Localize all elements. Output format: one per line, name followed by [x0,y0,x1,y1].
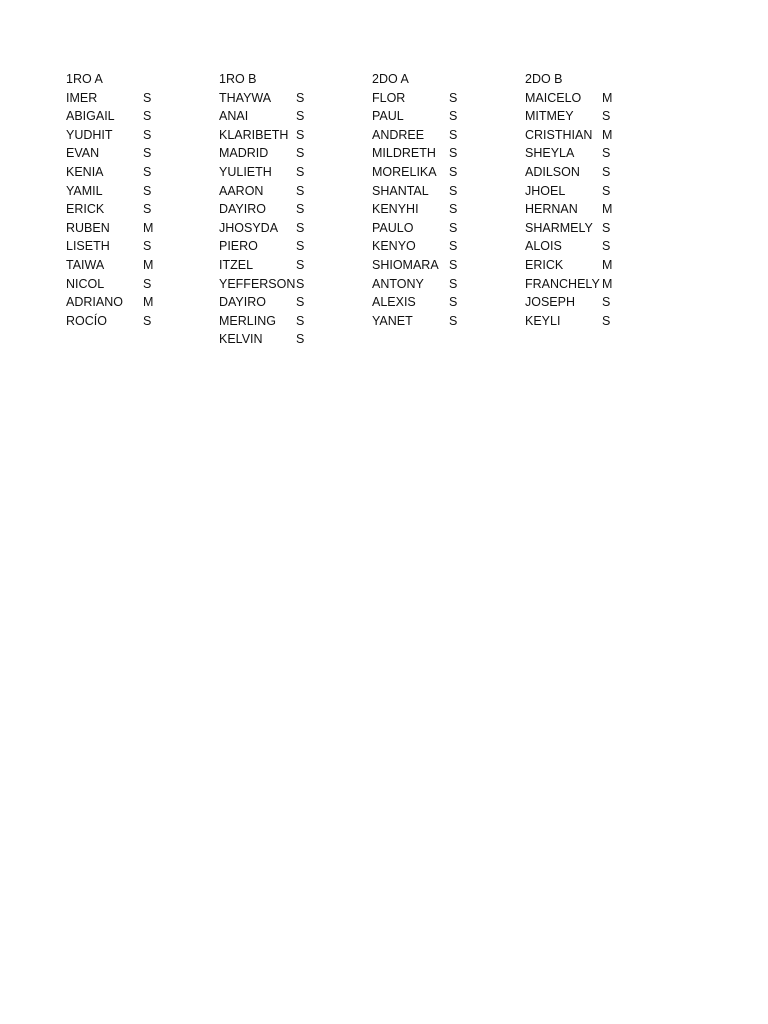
student-name: SHARMELY [525,220,593,235]
student-row [525,293,675,312]
student-mark: M [602,202,613,217]
student-name: YANET [372,313,413,328]
student-name: MORELIKA [372,164,437,179]
student-row [66,126,216,145]
student-row [525,182,675,201]
student-name: MAICELO [525,90,582,105]
student-row [525,163,675,182]
student-name: YULIETH [219,164,272,179]
student-name: KENIA [66,164,104,179]
student-name: ANAI [219,109,249,124]
student-row [372,275,522,294]
student-mark: M [602,127,613,142]
student-name: KENYHI [372,202,419,217]
student-mark: S [449,276,458,291]
student-row [525,219,675,238]
student-mark: S [449,183,458,198]
student-name: DAYIRO [219,295,266,310]
student-name: MITMEY [525,109,574,124]
student-mark: S [143,90,152,105]
student-row [372,163,522,182]
student-row [525,237,675,256]
student-mark: S [449,90,458,105]
student-mark: S [296,220,305,235]
student-row [219,89,369,108]
student-name: PAULO [372,220,414,235]
student-mark: S [449,220,458,235]
student-name: ABIGAIL [66,109,115,124]
student-row [372,89,522,108]
student-name: YAMIL [66,183,103,198]
student-list [66,89,216,331]
class-group-2do-a [372,70,522,330]
student-name: SHEYLA [525,146,575,161]
student-row [66,237,216,256]
student-mark: M [602,257,613,272]
student-name: JHOEL [525,183,566,198]
student-name: DAYIRO [219,202,266,217]
student-name: JHOSYDA [219,220,279,235]
student-name: MILDRETH [372,146,436,161]
student-row [525,89,675,108]
student-mark: M [143,220,154,235]
student-name: MERLING [219,313,276,328]
student-name: KENYO [372,239,416,254]
student-row [66,219,216,238]
student-name: MADRID [219,146,269,161]
student-mark: S [449,164,458,179]
student-row [525,312,675,331]
student-mark: S [449,109,458,124]
student-row [66,107,216,126]
student-name: KLARIBETH [219,127,289,142]
student-row [372,144,522,163]
student-row [219,293,369,312]
student-row [372,107,522,126]
student-mark: S [449,127,458,142]
student-name: RUBEN [66,220,110,235]
student-row [66,293,216,312]
student-row [219,182,369,201]
group-title: 2DO A [372,72,409,86]
student-name: ADILSON [525,164,580,179]
group-title: 1RO A [66,72,103,86]
student-mark: S [296,127,305,142]
student-row [372,237,522,256]
class-group-2do-b [525,70,675,330]
student-row [219,200,369,219]
student-row [66,89,216,108]
student-row [525,126,675,145]
student-mark: S [449,313,458,328]
student-row [219,144,369,163]
student-name: KEYLI [525,313,561,328]
student-row [525,275,675,294]
student-name: JOSEPH [525,295,576,310]
student-name: TAIWA [66,257,105,272]
student-mark: S [143,127,152,142]
group-title: 1RO B [219,72,257,86]
student-row [372,182,522,201]
student-row [219,256,369,275]
student-mark: S [143,164,152,179]
student-row [219,237,369,256]
student-row [372,293,522,312]
student-name: SHIOMARA [372,257,439,272]
student-mark: S [449,295,458,310]
student-mark: S [602,239,611,254]
student-name: IMER [66,90,98,105]
student-mark: S [296,146,305,161]
student-name: THAYWA [219,90,272,105]
student-mark: S [143,202,152,217]
student-name: PAUL [372,109,404,124]
student-mark: S [296,90,305,105]
student-mark: S [143,109,152,124]
student-row [66,182,216,201]
student-name: ALEXIS [372,295,416,310]
student-mark: S [296,183,305,198]
student-mark: S [143,276,152,291]
student-mark: S [143,239,152,254]
student-row [219,275,369,294]
student-name: ERICK [525,257,564,272]
student-row [525,144,675,163]
student-row [525,200,675,219]
student-mark: S [296,164,305,179]
student-mark: S [296,332,305,347]
student-name: ITZEL [219,257,254,272]
student-mark: S [602,295,611,310]
student-name: ROCÍO [66,313,107,328]
student-name: ANDREE [372,127,425,142]
student-name: NICOL [66,276,105,291]
student-mark: S [602,183,611,198]
student-name: AARON [219,183,264,198]
student-mark: S [143,183,152,198]
student-mark: S [449,146,458,161]
student-name: ADRIANO [66,295,123,310]
student-name: FRANCHELY [525,276,600,291]
student-row [66,275,216,294]
student-mark: S [296,313,305,328]
class-group-1ro-a [66,70,216,330]
student-name: ERICK [66,202,105,217]
student-row [219,107,369,126]
student-mark: S [296,276,305,291]
student-mark: M [602,90,613,105]
student-row [66,200,216,219]
student-mark: S [602,313,611,328]
student-mark: S [296,295,305,310]
student-mark: S [143,313,152,328]
student-mark: M [143,257,154,272]
student-row [372,219,522,238]
student-list [219,89,369,349]
student-list [372,89,522,331]
student-row [66,312,216,331]
student-name: YEFFERSON [219,276,296,291]
student-mark: S [143,146,152,161]
student-row [66,163,216,182]
student-row [66,256,216,275]
student-row [219,126,369,145]
student-mark: S [449,202,458,217]
student-mark: S [602,164,611,179]
student-row [372,200,522,219]
student-name: PIERO [219,239,258,254]
student-mark: M [602,276,613,291]
student-mark: S [602,146,611,161]
student-name: ALOIS [525,239,562,254]
student-name: SHANTAL [372,183,429,198]
student-mark: S [296,109,305,124]
student-name: HERNAN [525,202,578,217]
student-row [219,330,369,349]
student-row [525,107,675,126]
student-mark: S [602,109,611,124]
student-row [219,312,369,331]
student-name: CRISTHIAN [525,127,593,142]
student-name: FLOR [372,90,406,105]
student-row [525,256,675,275]
student-name: EVAN [66,146,100,161]
student-row [372,256,522,275]
student-mark: S [449,257,458,272]
student-row [219,163,369,182]
student-row [66,144,216,163]
student-mark: M [143,295,154,310]
student-mark: S [449,239,458,254]
student-name: LISETH [66,239,110,254]
student-row [219,219,369,238]
student-name: KELVIN [219,332,263,347]
student-mark: S [296,257,305,272]
student-name: ANTONY [372,276,424,291]
student-row [372,126,522,145]
student-mark: S [296,202,305,217]
student-mark: S [602,220,611,235]
class-group-1ro-b [219,70,369,349]
student-mark: S [296,239,305,254]
student-name: YUDHIT [66,127,113,142]
group-title: 2DO B [525,72,563,86]
student-row [372,312,522,331]
student-list [525,89,675,331]
